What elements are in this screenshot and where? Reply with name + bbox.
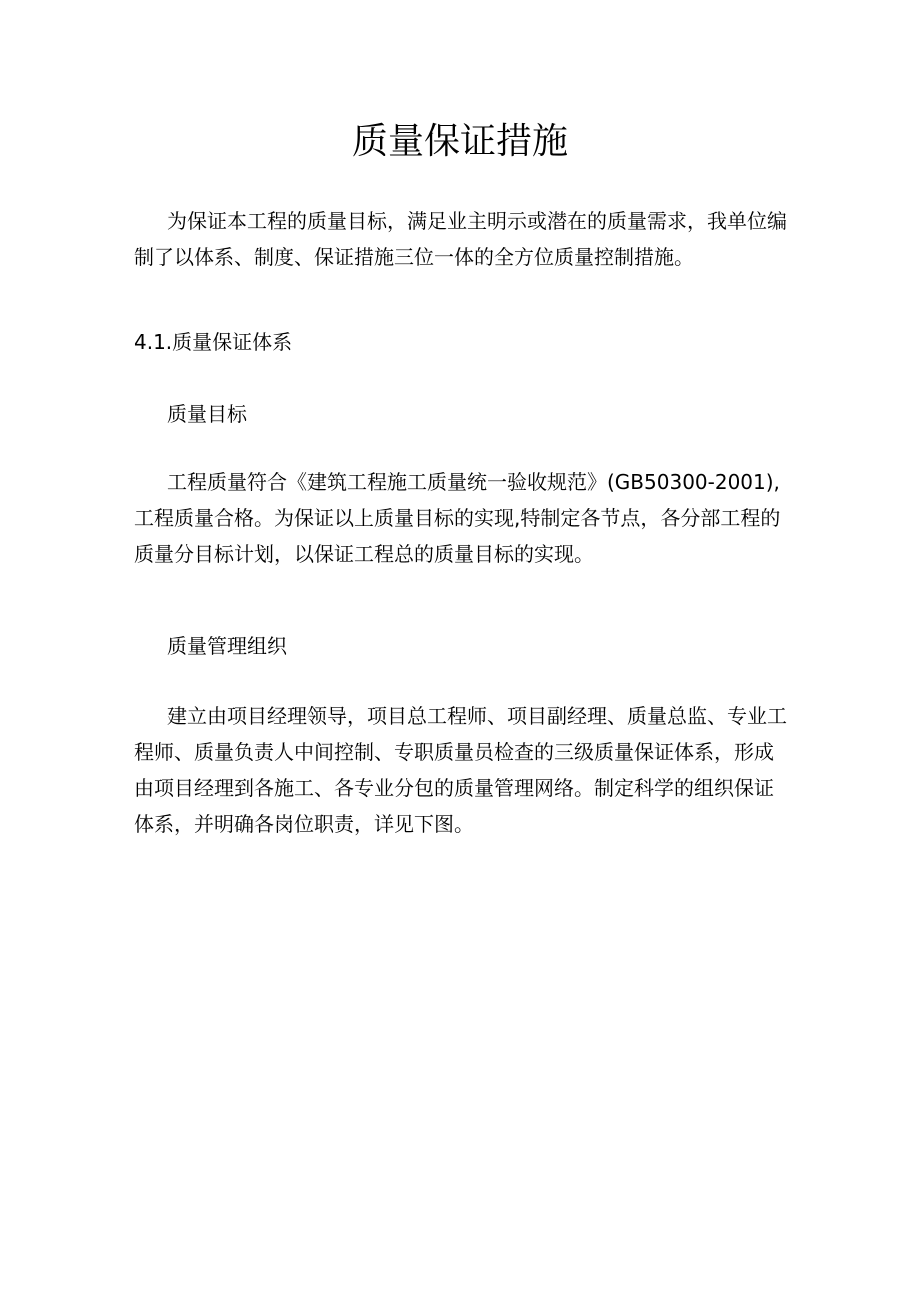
quality-goal-heading: 质量目标 (167, 402, 247, 426)
intro-line-1: 为保证本工程的质量目标，满足业主明示或潜在的质量需求，我单位编 (167, 209, 787, 233)
intro-line-2: 制了以体系、制度、保证措施三位一体的全方位质量控制措施。 (134, 245, 694, 269)
document-title: 质量保证措施 (351, 121, 568, 162)
quality-organization-line-2: 程师、质量负责人中间控制、专职质量员检查的三级质量保证体系，形成 (134, 740, 774, 764)
quality-organization-paragraph (134, 698, 790, 842)
intro-paragraph (134, 203, 790, 275)
quality-organization-line-4: 体系，并明确各岗位职责，详见下图。 (134, 812, 474, 836)
quality-organization-line-1: 建立由项目经理领导，项目总工程师、项目副经理、质量总监、专业工 (167, 704, 787, 728)
quality-goal-line-2: 工程质量合格。为保证以上质量目标的实现,特制定各节点，各分部工程的 (134, 506, 781, 530)
quality-organization-line-3: 由项目经理到各施工、各专业分包的质量管理网络。制定科学的组织保证 (134, 776, 774, 800)
quality-organization-heading: 质量管理组织 (167, 634, 287, 658)
quality-goal-line-1: 工程质量符合《建筑工程施工质量统一验收规范》(GB50300-2001), (167, 470, 780, 494)
quality-goal-line-3: 质量分目标计划，以保证工程总的质量目标的实现。 (134, 542, 594, 566)
section-heading-4-1: 4.1.质量保证体系 (134, 330, 293, 354)
quality-goal-paragraph (134, 464, 790, 572)
